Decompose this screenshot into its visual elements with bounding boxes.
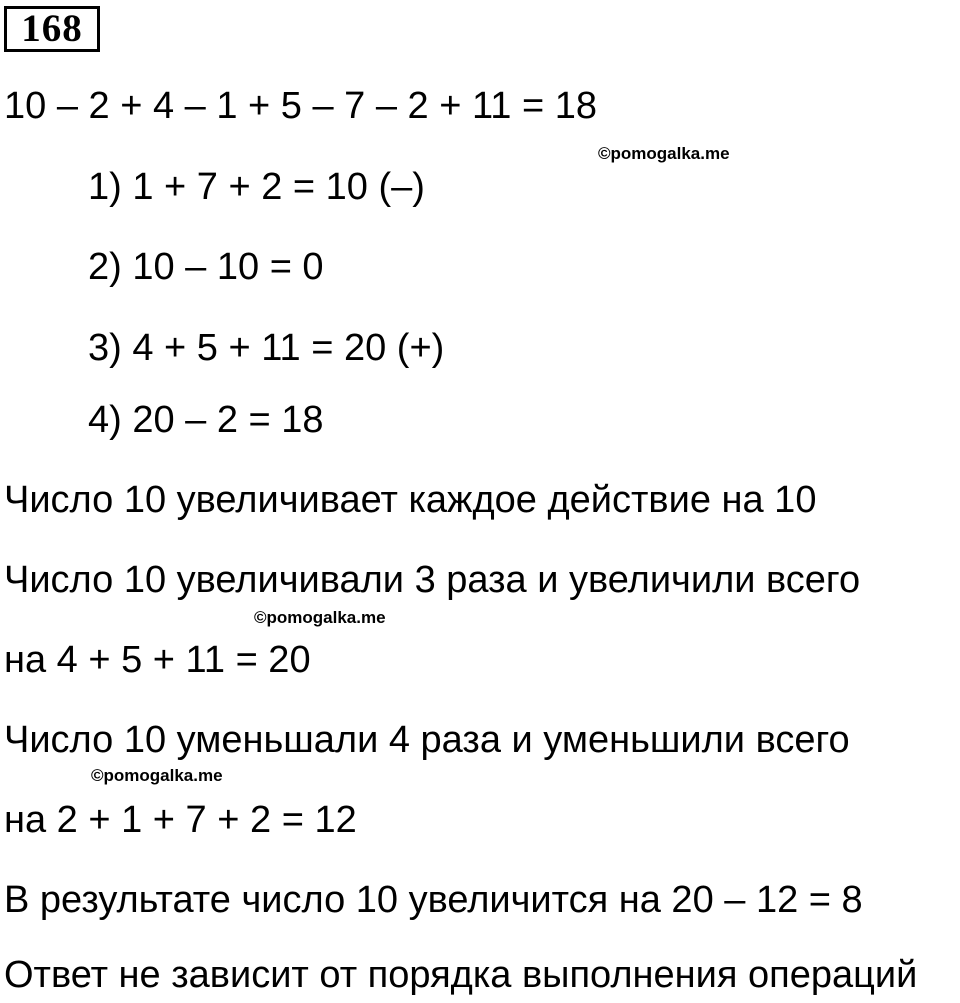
text-line-1: Число 10 увеличивает каждое действие на 10 bbox=[4, 479, 817, 521]
text-line-2: Число 10 увеличивали 3 раза и увеличили всего bbox=[4, 559, 861, 601]
text-line-5: на 2 + 1 + 7 + 2 = 12 bbox=[4, 799, 357, 841]
step-2: 2) 10 – 10 = 0 bbox=[88, 246, 324, 288]
text-line-6: В результате число 10 увеличится на 20 – 12 = 8 bbox=[4, 879, 863, 921]
text-line-7: Ответ не зависит от порядка выполнения операций bbox=[4, 954, 918, 996]
expression-line: 10 – 2 + 4 – 1 + 5 – 7 – 2 + 11 = 18 bbox=[4, 85, 598, 127]
text-line-4: Число 10 уменьшали 4 раза и уменьшили всего bbox=[4, 719, 850, 761]
step-1: 1) 1 + 7 + 2 = 10 (–) bbox=[88, 166, 425, 208]
problem-number: 168 bbox=[4, 6, 100, 52]
step-4: 4) 20 – 2 = 18 bbox=[88, 399, 324, 441]
text-line-3: на 4 + 5 + 11 = 20 bbox=[4, 639, 311, 681]
watermark: ©pomogalka.me bbox=[598, 144, 730, 163]
watermark: ©pomogalka.me bbox=[254, 608, 386, 627]
watermark: ©pomogalka.me bbox=[91, 766, 223, 785]
step-3: 3) 4 + 5 + 11 = 20 (+) bbox=[88, 327, 445, 369]
